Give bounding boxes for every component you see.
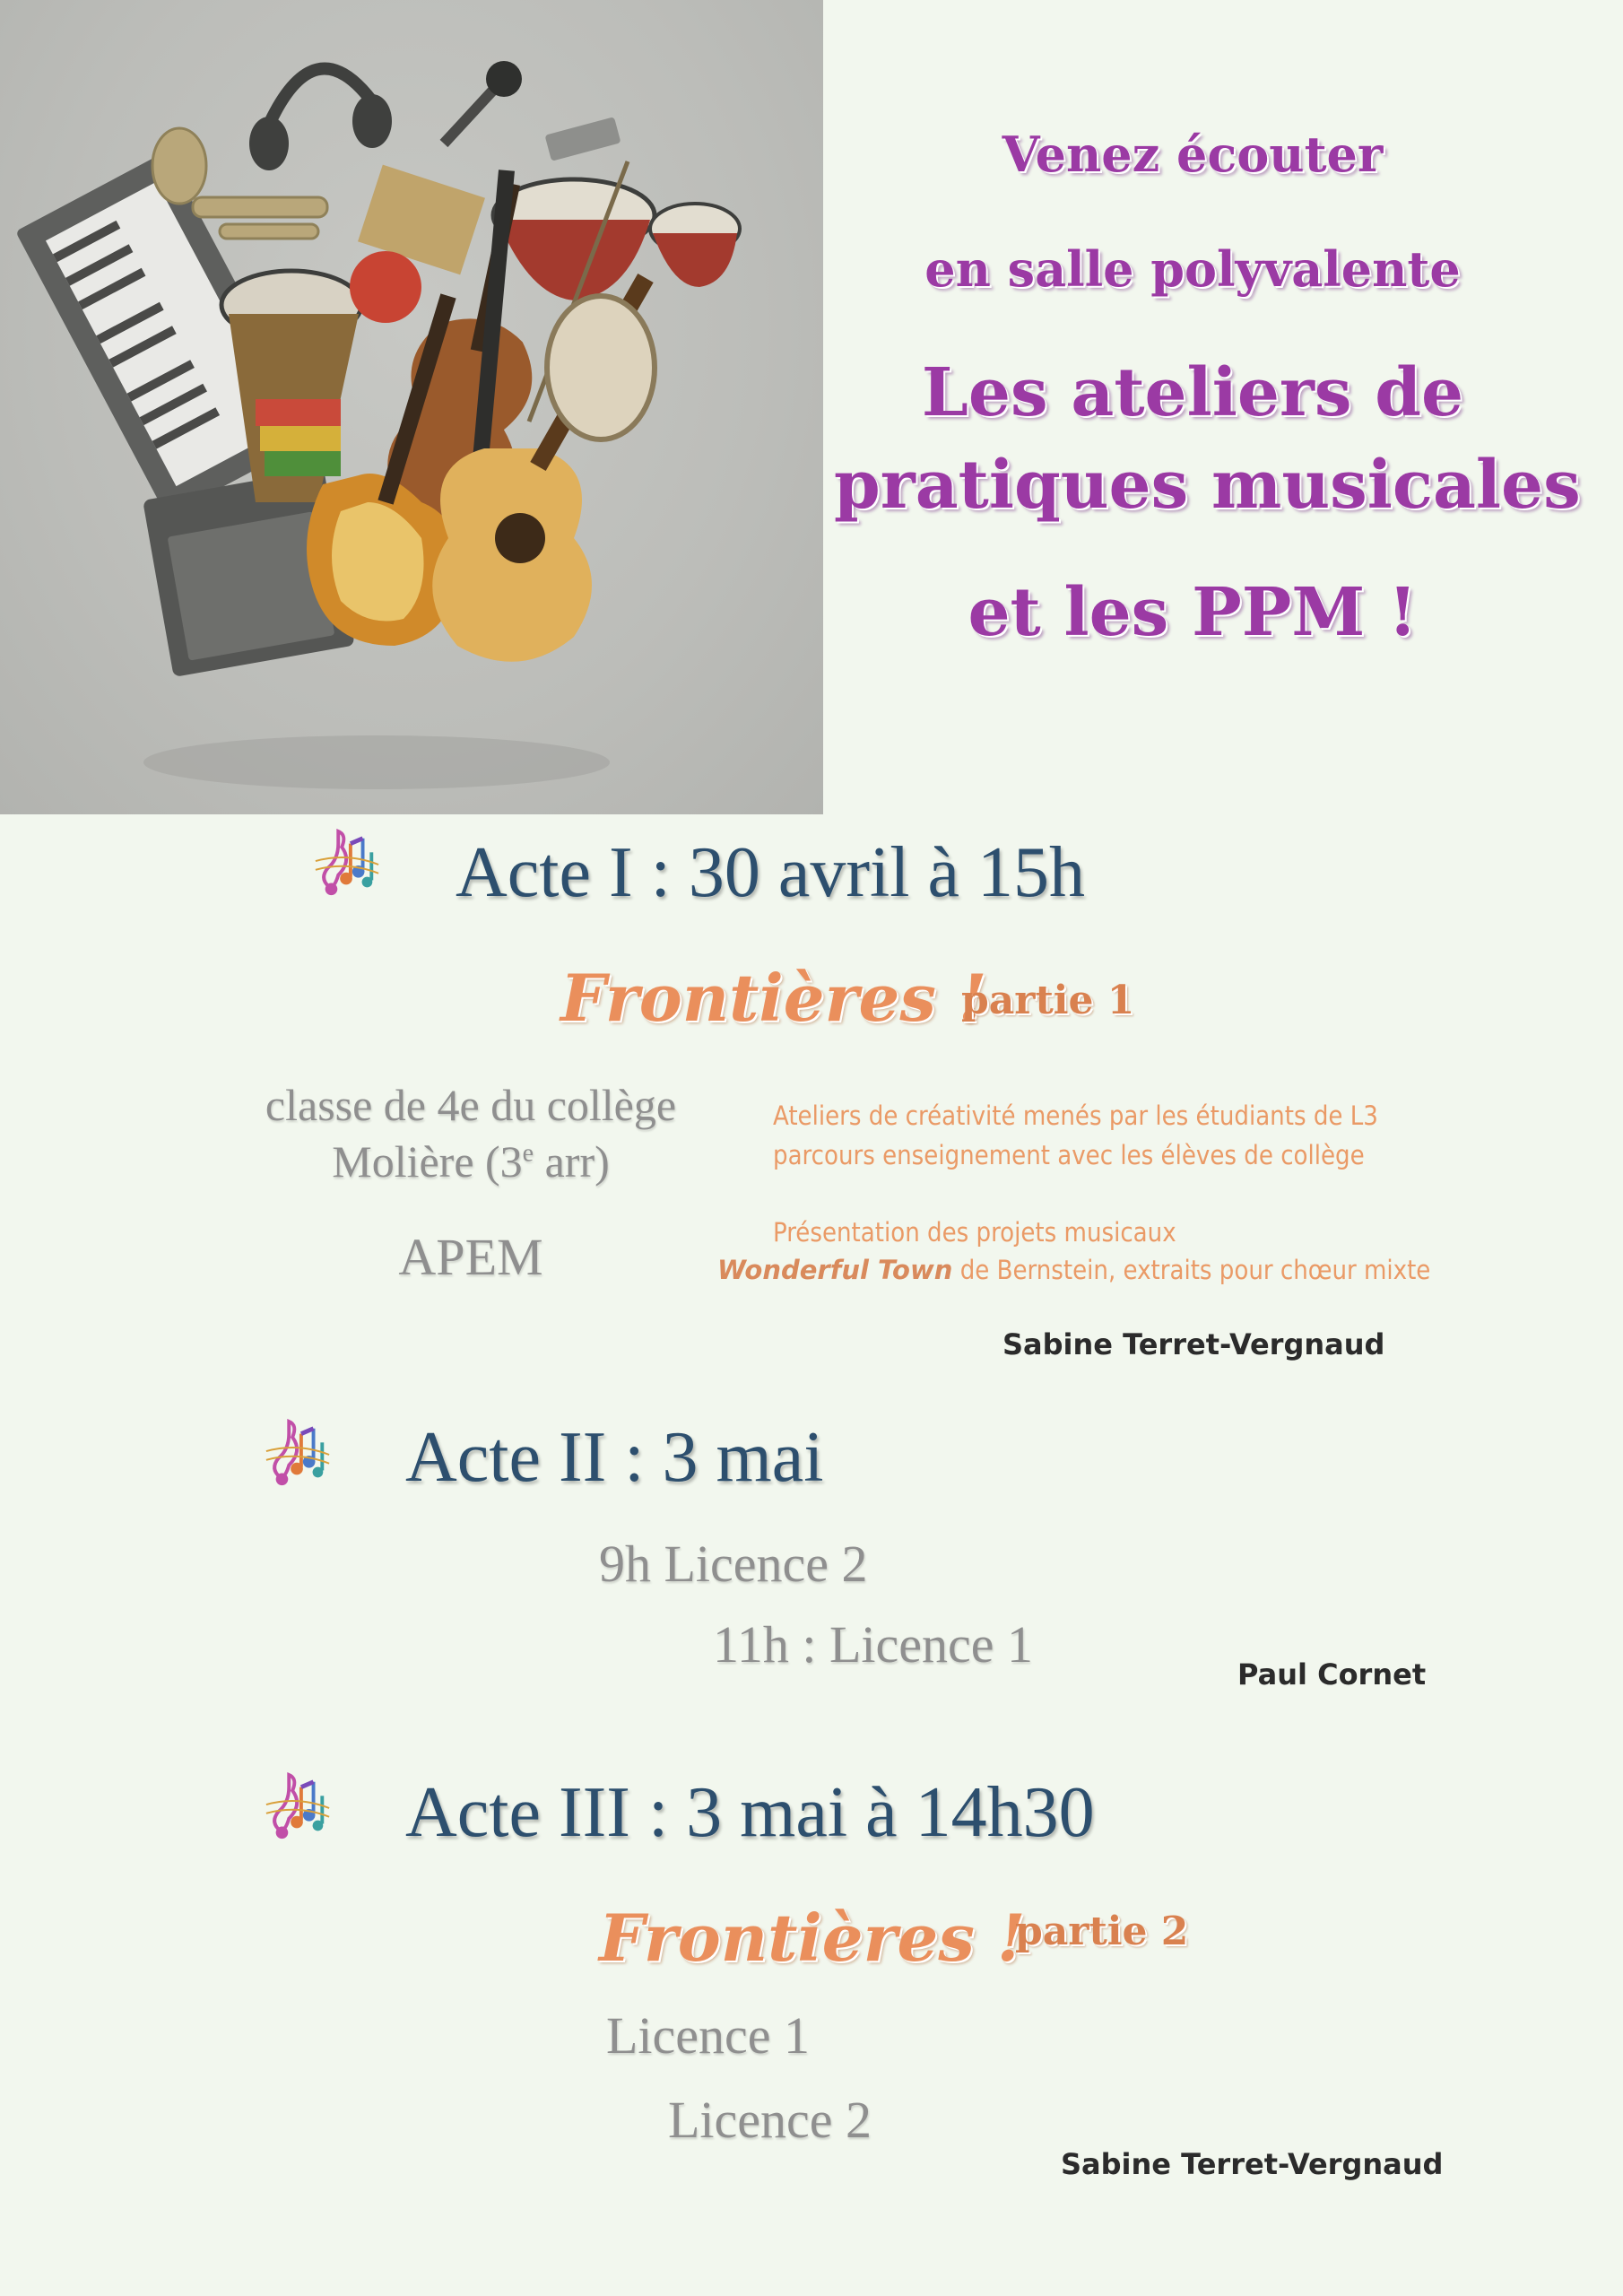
acte1-wonderful-town: Wonderful Town de Bernstein, extraits pour chœur mixte [717,1255,1431,1285]
acte1-frontieres: Frontières ! [560,960,987,1036]
acte2-heading: Acte II : 3 mai [405,1418,824,1497]
music-notes-icon [263,1415,333,1492]
musical-instruments-icon [0,0,823,814]
acte1-partie: partie 1 [961,978,1135,1023]
acte3-name: Sabine Terret-Vergnaud [1061,2147,1444,2181]
acte3-partie: partie 2 [1015,1909,1189,1954]
acte1-classe-line2: Molière (3e arr) [332,1136,610,1187]
page-title-line2: pratiques musicales [834,447,1581,524]
wonderful-town-title: Wonderful Town [717,1255,953,1285]
acte3-line2: Licence 2 [668,2091,872,2149]
acte1-classe-line1: classe de 4e du collège [265,1080,677,1130]
header-invite: Venez écouter [1002,126,1384,183]
acte1-presentation: Présentation des projets musicaux [773,1217,1176,1248]
acte2-line1: 9h Licence 2 [599,1535,868,1593]
acte2-line2: 11h : Licence 1 [713,1615,1033,1674]
music-notes-icon [312,825,382,902]
acte3-heading: Acte III : 3 mai à 14h30 [405,1773,1095,1852]
header-location: en salle polyvalente [924,240,1461,298]
acte1-heading: Acte I : 30 avril à 15h [456,833,1085,912]
hero-image [0,0,823,814]
acte1-apem: APEM [398,1228,543,1286]
acte1-ateliers-line2: parcours enseignement avec les élèves de collège [773,1140,1365,1170]
acte2-name: Paul Cornet [1237,1657,1427,1692]
page-title-line3: et les PPM ! [968,574,1418,651]
acte3-line1: Licence 1 [606,2006,811,2065]
acte1-ateliers-line1: Ateliers de créativité menés par les étudiants de L3 [773,1100,1378,1131]
music-notes-icon [263,1769,333,1846]
acte3-frontieres: Frontières ! [599,1900,1026,1976]
acte1-name: Sabine Terret-Vergnaud [1002,1327,1385,1361]
page-title-line1: Les ateliers de [921,354,1464,431]
